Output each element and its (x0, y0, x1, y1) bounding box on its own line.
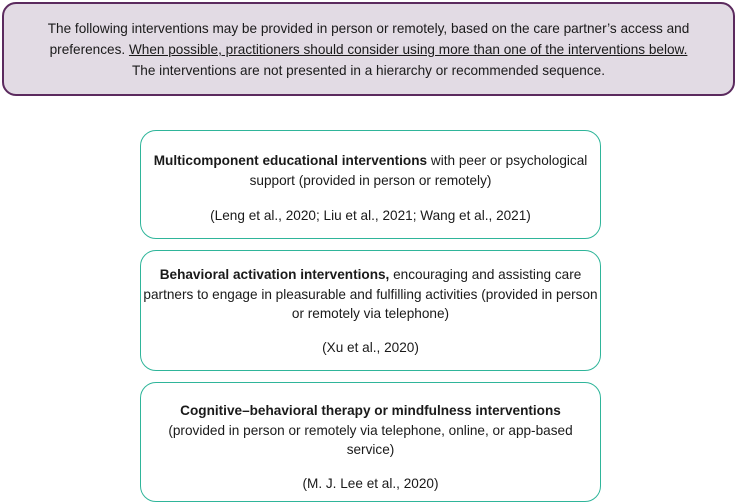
intervention-text: (provided in person or remotely via telephone, online, or app-based service) (168, 422, 573, 457)
intervention-citation: (M. J. Lee et al., 2020) (302, 475, 439, 491)
intervention-description (141, 265, 600, 324)
intervention-card-behavioral-activation (140, 250, 601, 371)
intro-line-1: The following interventions may be provided in person or remotely, based on the care partner’s access and (47, 21, 690, 36)
intervention-text: encouraging and assisting care partners to engage in pleasurable and fulfilling activities (provided in person or remotely via telephone) (143, 267, 598, 321)
intervention-title: Multicomponent educational interventions (153, 153, 428, 168)
intervention-card-educational (140, 130, 601, 239)
intervention-description (161, 401, 581, 460)
intervention-description (141, 151, 600, 190)
intervention-title: Behavioral activation interventions, (159, 267, 390, 282)
intervention-title: Cognitive–behavioral therapy or mindfulness interventions (180, 403, 561, 418)
intro-recommendation-underlined: When possible, practitioners should consider using more than one of the interventions below. (128, 42, 688, 57)
intervention-citation: (Leng et al., 2020; Liu et al., 2021; Wang et al., 2021) (210, 208, 531, 223)
intervention-card-cbt-mindfulness (140, 382, 601, 502)
intro-line-2-text: preferences. (49, 42, 129, 57)
intervention-citation: (Xu et al., 2020) (322, 339, 419, 355)
intervention-text: with peer or psychological support (provided in person or remotely) (249, 153, 588, 188)
intro-note-box (2, 2, 735, 96)
intro-line-3: The interventions are not presented in a hierarchy or recommended sequence. (131, 63, 606, 78)
intro-line-2 (4, 39, 733, 60)
